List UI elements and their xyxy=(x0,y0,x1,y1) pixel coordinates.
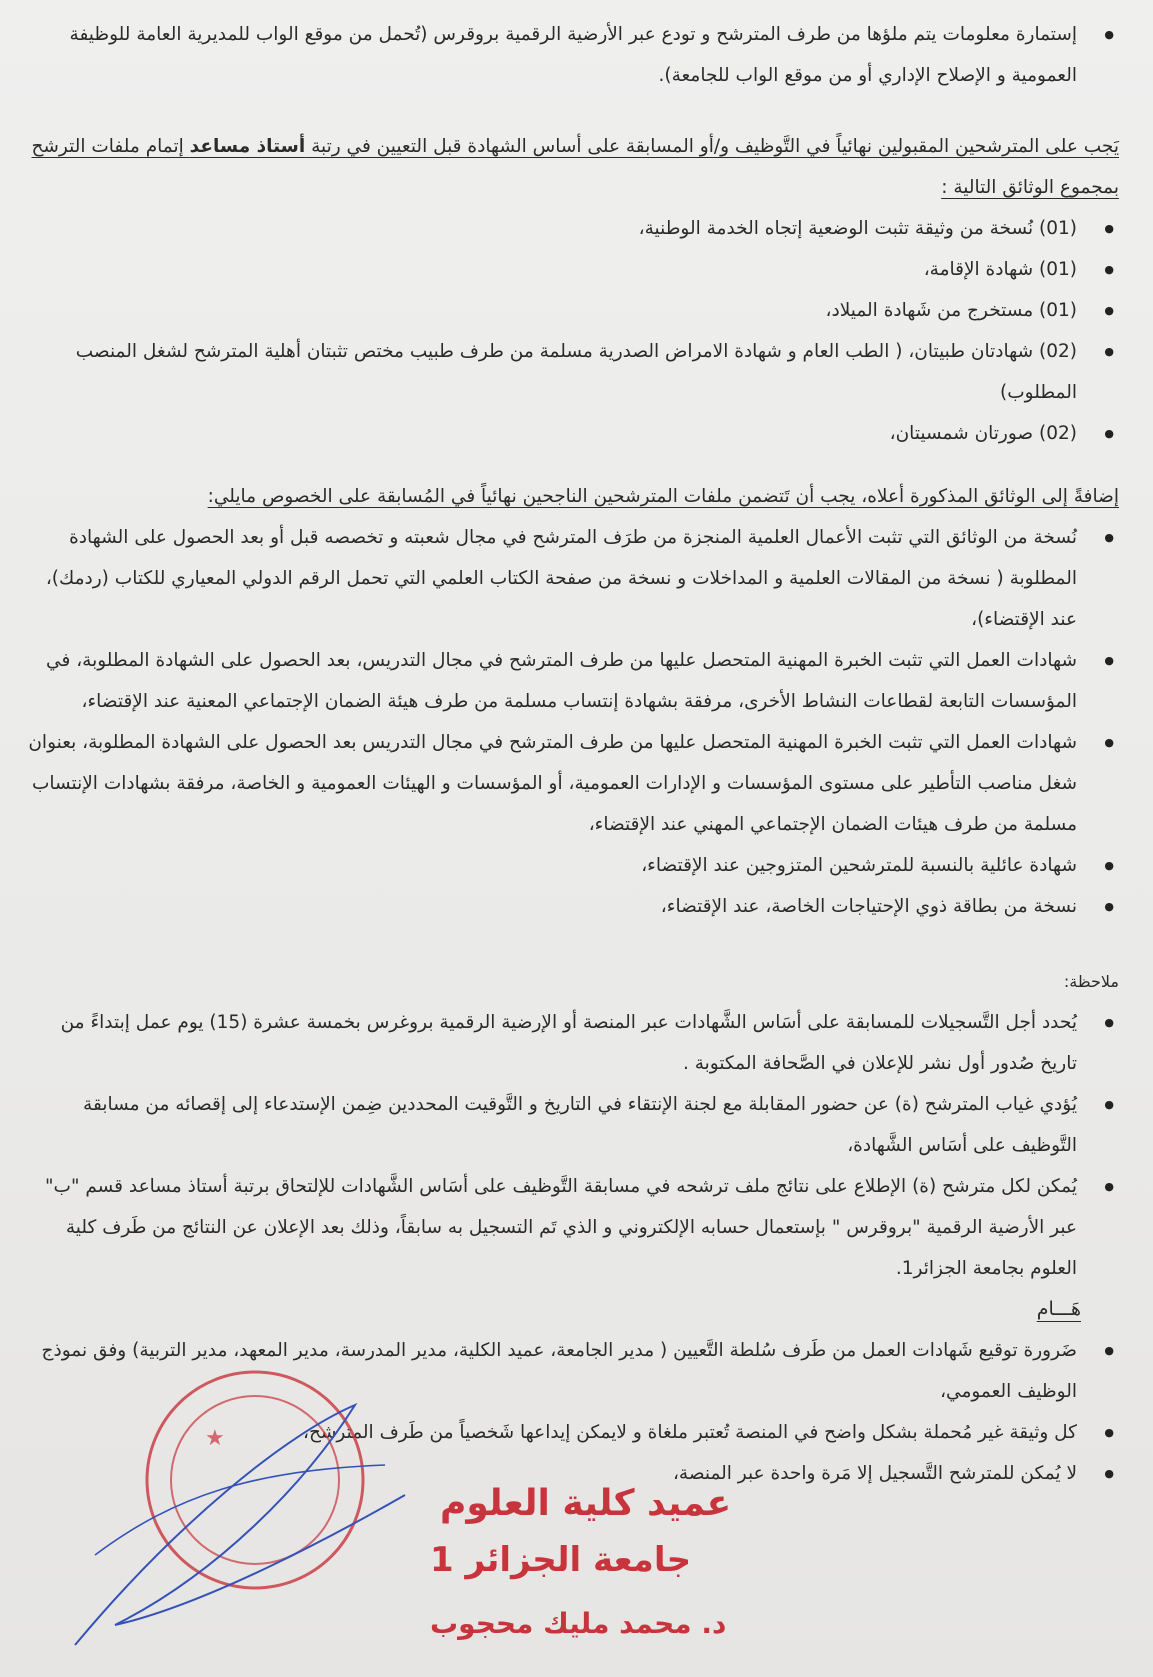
section1-heading: يَجب على المترشحين المقبولين نهائياً في التَّوظيف و/أو المسابقة على أساس الشهادة قبل التعيين في رتبة أستاذ مساعد إتمام ملفات الترشح بمجموع الوثائق التالية : xyxy=(31,136,1119,198)
intro-list xyxy=(24,14,1119,96)
notes-label: ملاحظة: xyxy=(1063,972,1119,991)
signature-stroke xyxy=(95,1465,385,1555)
list-item: ● نسخة من بطاقة ذوي الإحتياجات الخاصة، عند الإقتضاء، xyxy=(24,886,1119,927)
section1-list xyxy=(24,208,1119,454)
list-item: ● لا يُمكن للمترشح التَّسجيل إلا مَرة واحدة عبر المنصة، xyxy=(24,1453,1119,1494)
list-item: ● شهادة عائلية بالنسبة للمترشحين المتزوجين عند الإقتضاء، xyxy=(24,845,1119,886)
list-item: ● (02) صورتان شمسيتان، xyxy=(24,413,1119,454)
important-label: هَـــام xyxy=(1036,1298,1081,1320)
signature-name: د. محمد مليك محجوب xyxy=(430,1607,727,1640)
list-item: ● نُسخة من الوثائق التي تثبت الأعمال العلمية المنجزة من طرَف المترشح في مجال شعبته و تخصصه قبل أو بعد الحصول على الشهادة المطلوبة ( نسخة من المقالات العلمية و المداخلات و نسخة من صفحة الكتاب العلمي التي تحمل الرقم الدولي المعياري للكتاب (ردمك)، عند الإقتضاء)، xyxy=(24,517,1119,640)
list-item: ● شهادات العمل التي تثبت الخبرة المهنية المتحصل عليها من طرف المترشح في مجال التدريس بعد الحصول على الشهادة المطلوبة، بعنوان شغل مناصب التأطير على مستوى المؤسسات و الإدارات العمومية، أو المؤسسات و الهيئات العمومية و الخاصة، مرفقة بشهادات الإنتساب مسلمة من طرف هيئات الضمان الإجتماعي المهني عند الإقتضاء، xyxy=(24,722,1119,845)
section2-list xyxy=(24,517,1119,927)
list-item: ● ضَرورة توقيع شَهادات العمل من طَرف سُلطة التَّعيين ( مدير الجامعة، عميد الكلية، مدير المدرسة، مدير المعهد، مدير التربية) وفق نموذج الوظيف العمومي، xyxy=(24,1330,1119,1412)
signature-university: جامعة الجزائر 1 xyxy=(430,1540,692,1580)
list-item: ● (01) شهادة الإقامة، xyxy=(24,249,1119,290)
notes-list xyxy=(24,1002,1119,1289)
list-item: ● شهادات العمل التي تثبت الخبرة المهنية المتحصل عليها من طرف المترشح في مجال التدريس، بعد الحصول على الشهادة المطلوبة، في المؤسسات التابعة لقطاعات النشاط الأخرى، مرفقة بشهادة إنتساب مسلمة من طرف هيئة الضمان الإجتماعي المعنية عند الإقتضاء، xyxy=(24,640,1119,722)
list-item: ● يُحدد أجل التَّسجيلات للمسابقة على أسَاس الشَّهادات عبر المنصة أو الإرضية الرقمية بروغرس بخمسة عشرة (15) يوم عمل إبتداءً من تاريخ صُدور أول نشر للإعلان في الصَّحافة المكتوبة . xyxy=(24,1002,1119,1084)
stamp-star-icon: ★ xyxy=(205,1426,225,1451)
list-item: ● (01) مستخرج من شَهادة الميلاد، xyxy=(24,290,1119,331)
document-body xyxy=(24,14,1119,1494)
signature-title: عميد كلية العلوم xyxy=(440,1483,732,1524)
list-item: ● إستمارة معلومات يتم ملؤها من طرف المترشح و تودع عبر الأرضية الرقمية بروقرس (تُحمل من موقع الواب للمديرية العامة للوظيفة العمومية و الإصلاح الإداري أو من موقع الواب للجامعة). xyxy=(24,14,1119,96)
list-item: ● يُمكن لكل مترشح (ة) الإطلاع على نتائج ملف ترشحه في مسابقة التَّوظيف على أسَاس الشَّهادات للإلتحاق برتبة أستاذ مساعد قسم "ب" عبر الأرضية الرقمية "بروقرس " بإستعمال حسابه الإلكتروني و الذي تَم التسجيل به سابقاً، وذلك بعد الإعلان عن النتائج من طَرف كلية العلوم بجامعة الجزائر1. xyxy=(24,1166,1119,1289)
list-item: ● (01) نُسخة من وثيقة تثبت الوضعية إتجاه الخدمة الوطنية، xyxy=(24,208,1119,249)
list-item: ● يُؤدي غياب المترشح (ة) عن حضور المقابلة مع لجنة الإنتقاء في التاريخ و التَّوقيت المحددين ضِمن الإستدعاء إلى إقصائه من مسابقة التَّوظيف على أسَاس الشَّهادة، xyxy=(24,1084,1119,1166)
list-item: ● (02) شهادتان طبيتان، ( الطب العام و شهادة الامراض الصدرية مسلمة من طرف طبيب مختص تثبتان أهلية المترشح لشغل المنصب المطلوب) xyxy=(24,331,1119,413)
section2-heading: إضافةً إلى الوثائق المذكورة أعلاه، يجب أن تَتضمن ملفات المترشحين الناجحين نهائياً في المُسابقة على الخصوص مايلي: xyxy=(207,486,1119,507)
list-item: ● كل وثيقة غير مُحملة بشكل واضح في المنصة تُعتبر ملغاة و لايمكن إيداعها شَخصياً من طَرف المترشح، xyxy=(24,1412,1119,1453)
